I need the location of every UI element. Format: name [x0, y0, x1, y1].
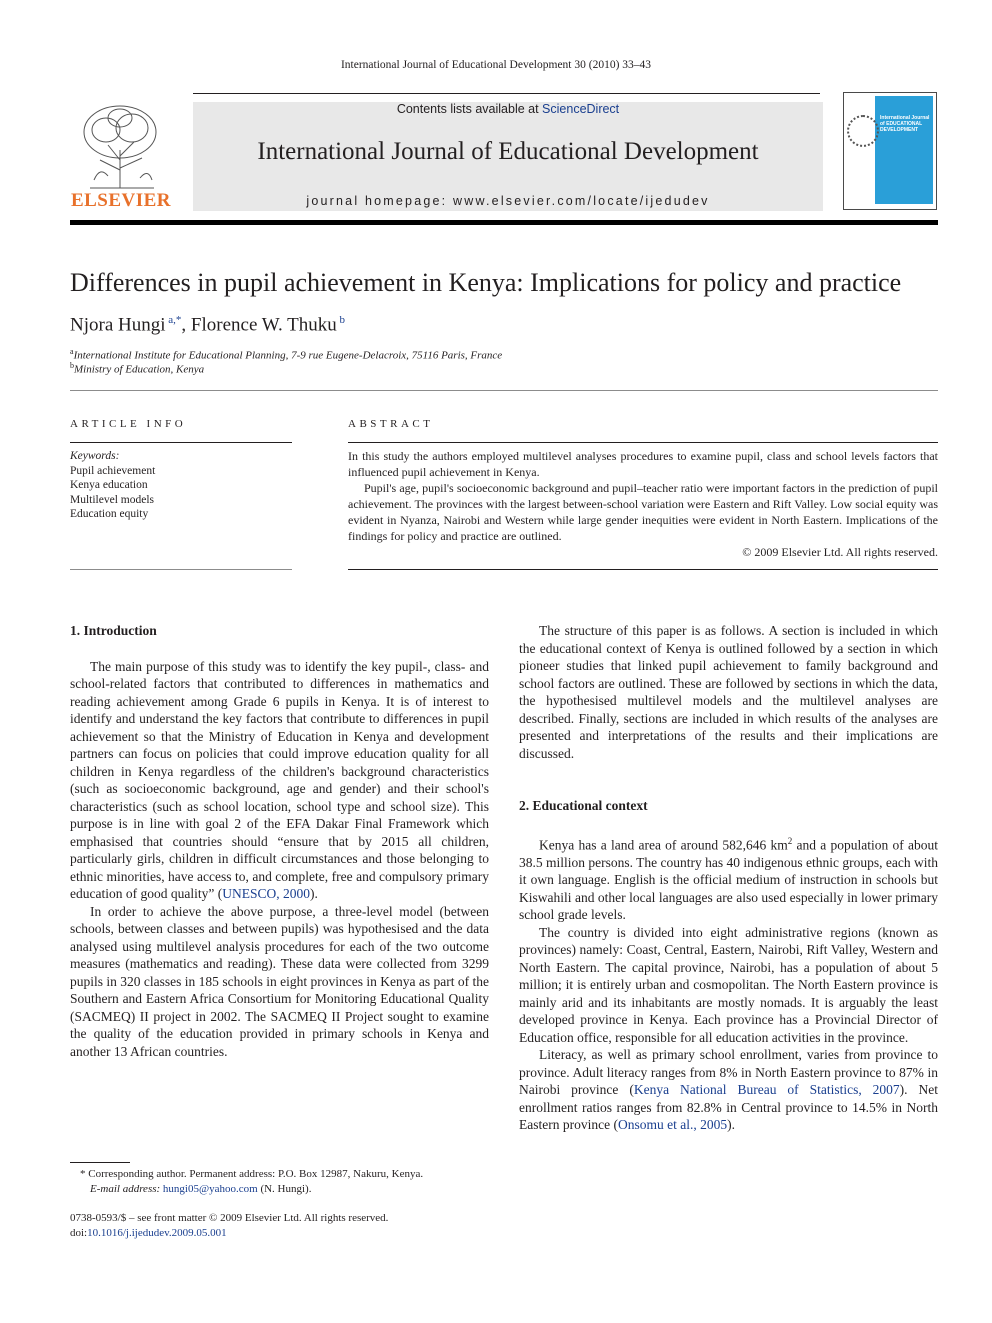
- body-paragraph: [70, 658, 489, 903]
- author-separator: ,: [181, 314, 191, 336]
- abstract-copyright: © 2009 Elsevier Ltd. All rights reserved.: [742, 545, 938, 559]
- body-paragraph: The structure of this paper is as follows. A section is included in which the educational context of Kenya is outlined followed by a section in which pioneer studies that linked pupil achievement to family background and school factors are outlined. These are followed by sections in which the data, the hypothesised multilevel models and the multilevel analyses are described. Finally, sections are included in which results of the analyses are presented and interpretations of the results and their implications are discussed.: [519, 623, 938, 761]
- paragraph-text: Literacy, as well as primary school enrollment, varies from province to province. Adult literacy ranges from 8% in North Eastern province to 87% in Nairobi province (: [519, 1047, 938, 1097]
- elsevier-wordmark: ELSEVIER: [70, 190, 172, 211]
- corresponding-author-note: [70, 1167, 490, 1197]
- abstract-paragraph: In this study the authors employed multilevel analyses procedures to examine pupil, class and school levels factors that influenced pupil achievement in Kenya.: [348, 449, 938, 479]
- affiliation-b: [70, 361, 204, 376]
- abstract-heading: ABSTRACT: [348, 418, 434, 430]
- homepage-url[interactable]: www.elsevier.com/locate/ijedudev: [453, 194, 710, 208]
- doi-link[interactable]: 10.1016/j.ijedudev.2009.05.001: [87, 1227, 227, 1239]
- email-label: E-mail address:: [90, 1183, 163, 1195]
- paragraph-text: and a population of about 38.5 million persons. The country has 40 indigenous ethnic groups, each with it own language. English is the official medium of instruction in schools but Kiswahili and other local languages are also used especially in lower primary school grade levels.: [519, 837, 939, 922]
- section-heading: 2. Educational context: [519, 798, 648, 813]
- email-after: (N. Hungi).: [257, 1183, 312, 1195]
- keywords-block: [70, 449, 155, 522]
- cover-title: International Journal of EDUCATIONAL DEVELOPMENT: [880, 115, 930, 133]
- superscript: 2: [787, 835, 793, 846]
- paragraph-text: The main purpose of this study was to identify the key pupil-, class- and school-related factors that contributed to differences in mathematics and reading achievement among Grade 6 pupils in Kenya. It is of interest to identify and understand the key factors that contribute to differences in pupil achievement so that the Ministry of Education in Kenya and development partners can focus on policies that could improve education quality for all children in Kenya regardless of the children's background characteristics (such as socioeconomic background, age and gender) and their school's characteristics (such as school location, school type and school size). This purpose is in line with goal 2 of the EFA Dakar Final Framework which emphasised that countries should “ensure that by 2015 all children, particularly girls, children in difficult circumstances and those belonging to ethnic minorities, have access to, and complete, free and compulsory primary education of good quality” (: [70, 658, 489, 901]
- keyword: Pupil achievement: [70, 464, 156, 477]
- divider: [70, 569, 292, 570]
- divider: [70, 442, 292, 443]
- footnote-email-line: [70, 1182, 490, 1197]
- keywords-label: Keywords:: [70, 450, 120, 462]
- article-title: Differences in pupil achievement in Kenya: Implications for policy and practice: [70, 268, 902, 297]
- section-heading: 1. Introduction: [70, 623, 157, 638]
- author-name[interactable]: Njora Hungi: [70, 314, 166, 336]
- footnote-text: Corresponding author. Permanent address: P.O. Box 12987, Nakuru, Kenya.: [85, 1168, 424, 1180]
- divider: [70, 390, 938, 391]
- left-column: [70, 622, 489, 1060]
- banner-top-rule: [193, 93, 820, 94]
- article-info-heading: ARTICLE INFO: [70, 418, 187, 430]
- citation-link[interactable]: UNESCO, 2000: [222, 886, 310, 901]
- divider: [348, 569, 938, 570]
- journal-homepage: [193, 194, 823, 208]
- footnote-mark: *: [80, 1168, 86, 1180]
- paragraph-text: ). Net enrollment ratios ranges from 82.8% in Central province to 14.5% in North Eastern province (: [519, 1082, 938, 1132]
- contents-prefix: Contents lists available at: [396, 102, 543, 116]
- citation-link[interactable]: Onsomu et al., 2005: [617, 1117, 728, 1132]
- affil-marker: b: [70, 361, 74, 370]
- sciencedirect-link[interactable]: ScienceDirect: [542, 102, 620, 116]
- affil-text: International Institute for Educational Planning, 7-9 rue Eugene-Delacroix, 75116 Paris, France: [73, 349, 503, 362]
- paragraph-text: ).: [727, 1117, 735, 1132]
- homepage-prefix: journal homepage:: [306, 194, 453, 208]
- author-list: [70, 314, 345, 336]
- affiliation-a: [70, 347, 502, 362]
- abstract-body: [348, 448, 938, 560]
- cover-mandala-icon: [847, 115, 879, 147]
- author-affil-marker[interactable]: b: [339, 314, 345, 326]
- contents-line: [193, 102, 823, 116]
- elsevier-tree-icon: [70, 100, 172, 192]
- paragraph-text: Kenya has a land area of around 582,646 km: [539, 837, 788, 852]
- running-head: International Journal of Educational Development 30 (2010) 33–43: [340, 59, 652, 71]
- email-link[interactable]: hungi05@yahoo.com: [162, 1183, 258, 1195]
- cover-blue-panel: [875, 96, 933, 204]
- elsevier-logo[interactable]: [70, 100, 172, 212]
- keyword: Multilevel models: [70, 493, 155, 506]
- keyword: Kenya education: [70, 479, 148, 491]
- journal-cover-thumbnail[interactable]: [843, 92, 937, 210]
- paragraph-text: ).: [309, 886, 318, 901]
- citation-link[interactable]: Kenya National Bureau of Statistics, 2007: [633, 1082, 900, 1097]
- footnote-line: [70, 1167, 490, 1182]
- divider: [348, 442, 938, 443]
- footnote-rule: [70, 1162, 130, 1163]
- keyword: Education equity: [70, 508, 149, 520]
- issn-line: 0738-0593/$ – see front matter © 2009 Elsevier Ltd. All rights reserved.: [70, 1212, 389, 1224]
- journal-name: International Journal of Educational Development: [257, 138, 759, 165]
- right-column: [519, 622, 938, 1134]
- body-paragraph: In order to achieve the above purpose, a three-level model (between schools, between classes and between pupils) was hypothesised and the data analysed using multilevel analysis procedures for each of the two outcome measures (mathematics and reading). These data were collected from 3299 pupils in 320 classes in 185 schools in eight provinces in Kenya as part of the Southern and Eastern Africa Consortium for Monitoring Educational Quality (SACMEQ) II project in 2002. The SACMEQ II Project sought to examine the quality of the education provided in primary schools in Kenya and another 13 African countries.: [70, 903, 489, 1059]
- body-paragraph: [519, 833, 938, 924]
- affil-text: Ministry of Education, Kenya: [74, 363, 205, 376]
- affil-marker: a: [70, 347, 74, 356]
- doi-line: [70, 1226, 490, 1241]
- body-paragraph: The country is divided into eight administrative regions (known as provinces) namely: Coast, Central, Eastern, Nairobi, Rift Valley, Western and North Eastern. The capital province, Nairobi, has a population of about 5 million; it is entirely urban and cosmopolitan. The North Eastern province is mainly arid and its inhabitants are mostly nomads. It is arguably the least developed province in Kenya. Each province has a Provincial Director of Education office, responsible for all education activities in the province.: [519, 924, 938, 1045]
- header-thick-rule: [70, 220, 938, 225]
- author-affil-marker[interactable]: a,*: [168, 314, 182, 326]
- body-paragraph: [519, 1046, 938, 1134]
- abstract-paragraph: Pupil's age, pupil's socioeconomic background and pupil–teacher ratio were important factors in the prediction of pupil achievement. The provinces with the largest between-school variation were Eastern and Rift Valley. Low social equity was evident in Nyanza, Nairobi and Western while large gender inequities were evident in North Eastern. Implications of the findings for policy and practice are outlined.: [348, 481, 938, 543]
- author-name[interactable]: Florence W. Thuku: [190, 314, 337, 336]
- doi-label: doi:: [70, 1227, 88, 1239]
